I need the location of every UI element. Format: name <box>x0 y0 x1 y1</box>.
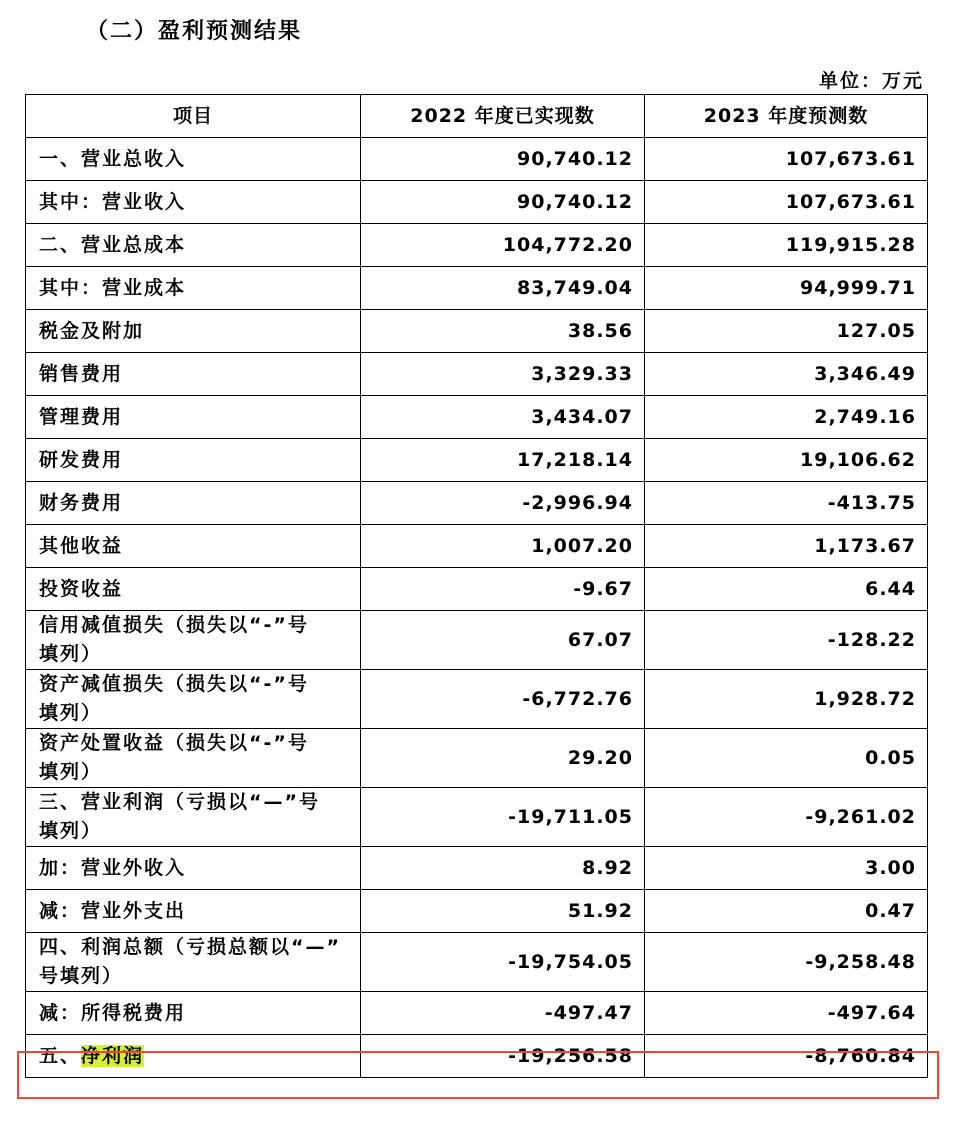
row-label-line: 信用减值损失（损失以“-”号 <box>39 614 309 636</box>
value-2023: 2,749.16 <box>645 396 928 439</box>
value-2023: -9,261.02 <box>645 788 928 847</box>
row-label: 财务费用 <box>26 482 361 525</box>
net-profit-annotation-box <box>17 1051 939 1099</box>
value-2023: 119,915.28 <box>645 224 928 267</box>
row-label-line: 填列） <box>39 702 103 724</box>
row-label: 其中：营业收入 <box>26 181 361 224</box>
value-2022: 29.20 <box>361 729 645 788</box>
value-2023: -8,760.84 <box>645 1035 928 1078</box>
value-2022: 3,434.07 <box>361 396 645 439</box>
table-row <box>26 138 928 181</box>
header-item: 项目 <box>26 95 361 138</box>
value-2023: 1,173.67 <box>645 525 928 568</box>
row-label <box>26 788 361 847</box>
row-label-line: 填列） <box>39 643 103 665</box>
table-row <box>26 890 928 933</box>
row-label: 研发费用 <box>26 439 361 482</box>
value-2022: 8.92 <box>361 847 645 890</box>
value-2022: -6,772.76 <box>361 670 645 729</box>
value-2022: 67.07 <box>361 611 645 670</box>
row-label-line: 资产处置收益（损失以“-”号 <box>39 732 309 754</box>
row-label: 二、营业总成本 <box>26 224 361 267</box>
table-row <box>26 525 928 568</box>
row-label <box>26 670 361 729</box>
value-2023: 127.05 <box>645 310 928 353</box>
value-2023: 0.05 <box>645 729 928 788</box>
net-profit-prefix: 五、 <box>39 1044 82 1067</box>
value-2023: 94,999.71 <box>645 267 928 310</box>
table-row <box>26 788 928 847</box>
table-row <box>26 267 928 310</box>
value-2022: -497.47 <box>361 992 645 1035</box>
value-2023: 107,673.61 <box>645 138 928 181</box>
row-label: 投资收益 <box>26 568 361 611</box>
value-2022: 51.92 <box>361 890 645 933</box>
row-label-line: 号填列） <box>39 965 124 987</box>
table-row <box>26 482 928 525</box>
value-2023: -413.75 <box>645 482 928 525</box>
table-row <box>26 992 928 1035</box>
table-row <box>26 310 928 353</box>
row-label: 其他收益 <box>26 525 361 568</box>
section-heading: （二）盈利预测结果 <box>86 19 303 44</box>
value-2023: 3.00 <box>645 847 928 890</box>
value-2022: 38.56 <box>361 310 645 353</box>
row-label <box>26 729 361 788</box>
value-2022: -19,754.05 <box>361 933 645 992</box>
value-2023: 6.44 <box>645 568 928 611</box>
value-2022: 90,740.12 <box>361 181 645 224</box>
value-2023: -497.64 <box>645 992 928 1035</box>
row-label-line: 四、利润总额（亏损总额以“—” <box>39 936 341 958</box>
row-label-line: 三、营业利润（亏损以“—”号 <box>39 791 320 813</box>
row-label: 管理费用 <box>26 396 361 439</box>
table-row <box>26 568 928 611</box>
table-row <box>26 439 928 482</box>
unit-label: 单位：万元 <box>818 70 924 92</box>
row-label <box>26 611 361 670</box>
value-2022: 17,218.14 <box>361 439 645 482</box>
table-row <box>26 353 928 396</box>
row-label <box>26 933 361 992</box>
table-row <box>26 933 928 992</box>
value-2022: 3,329.33 <box>361 353 645 396</box>
value-2022: -19,711.05 <box>361 788 645 847</box>
row-label: 销售费用 <box>26 353 361 396</box>
table-row <box>26 847 928 890</box>
header-2022-actual: 2022 年度已实现数 <box>361 95 645 138</box>
row-label-line: 填列） <box>39 820 103 842</box>
value-2022: 90,740.12 <box>361 138 645 181</box>
value-2022: -9.67 <box>361 568 645 611</box>
table-row <box>26 670 928 729</box>
table-row <box>26 224 928 267</box>
value-2023: 0.47 <box>645 890 928 933</box>
row-label-line: 资产减值损失（损失以“-”号 <box>39 673 309 695</box>
value-2022: 104,772.20 <box>361 224 645 267</box>
value-2023: 107,673.61 <box>645 181 928 224</box>
value-2022: 1,007.20 <box>361 525 645 568</box>
value-2022: -19,256.58 <box>361 1035 645 1078</box>
value-2023: -9,258.48 <box>645 933 928 992</box>
row-label: 减：营业外支出 <box>26 890 361 933</box>
net-profit-highlight: 净利润 <box>81 1044 145 1067</box>
value-2022: 83,749.04 <box>361 267 645 310</box>
value-2022: -2,996.94 <box>361 482 645 525</box>
row-label: 其中：营业成本 <box>26 267 361 310</box>
value-2023: 3,346.49 <box>645 353 928 396</box>
profit-forecast-table <box>25 94 928 1078</box>
row-label: 一、营业总收入 <box>26 138 361 181</box>
row-label: 减：所得税费用 <box>26 992 361 1035</box>
value-2023: -128.22 <box>645 611 928 670</box>
table-row <box>26 729 928 788</box>
row-label-line: 填列） <box>39 761 103 783</box>
row-label: 加：营业外收入 <box>26 847 361 890</box>
value-2023: 19,106.62 <box>645 439 928 482</box>
header-2023-forecast: 2023 年度预测数 <box>645 95 928 138</box>
value-2023: 1,928.72 <box>645 670 928 729</box>
table-header-row <box>26 95 928 138</box>
table-row <box>26 611 928 670</box>
table-row <box>26 396 928 439</box>
table-row <box>26 181 928 224</box>
row-label: 税金及附加 <box>26 310 361 353</box>
